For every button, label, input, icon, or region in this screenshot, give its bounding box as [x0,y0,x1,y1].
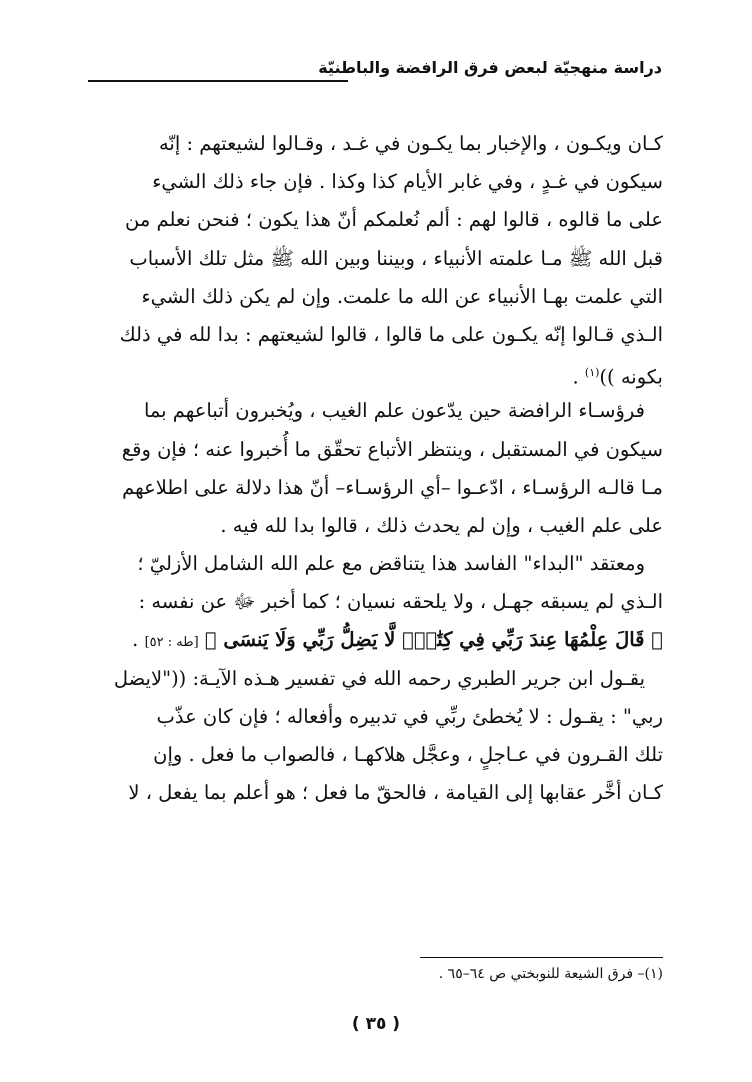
text-line: سيكون في غـدٍ ، وفي غابر الأيام كذا وكذا . فإن جاء ذلك الشيء [152,170,663,194]
verse-reference: [طه : ٥٢] [144,635,199,651]
text-line: الـذي قـالوا إنّه يكـون على ما قالوا ، قالوا لشيعتهم : بدا لله في ذلك [119,322,663,346]
main-text [88,125,663,812]
text-line: مـا قالـه الرؤسـاء ، ادّعـوا –أي الرؤسـاء– أنّ هذا دلالة على اطلاعهم [122,475,663,499]
page-number: ( ٣٥ ) [351,1014,401,1034]
line-text: بكونه )) [599,365,663,389]
text-line [88,354,663,392]
footnote-rule [420,957,663,958]
footnote: (١)– فرق الشيعة للنوبختي ص ٦٤–٦٥ . [438,966,663,982]
line-tail: . [572,365,585,389]
text-line: التي علمت بهـا الأنبياء عن الله ما علمت. وإن لم يكن ذلك الشيء [141,284,663,308]
verse-tail: . [132,628,145,652]
header-title: دراسة منهجيّة لبعض فرق الرافضة والباطنيّة [318,58,662,77]
text-line: الـذي لم يسبقه جهـل ، ولا يلحقه نسيان ؛ كما أخبر ﷻ عن نفسه : [138,590,663,614]
text-line: قبل الله ﷺ مـا علمته الأنبياء ، وبيننا وبين الله ﷺ مثل تلك الأسباب [129,246,663,270]
text-line: كـان ويكـون ، والإخبار بما يكـون في غـد ، وقـالوا لشيعتهم : إنّه [158,132,663,155]
text-line: ربي" : يقـول : لا يُخطئ ربِّي في تدبيره وأفعاله ؛ فإن كان عذّب [156,704,663,728]
footnote-marker: (١) [584,366,600,380]
text-line: ومعتقد "البداء" الفاسد هذا يتناقض مع علم الله الشامل الأزليّ ؛ [137,552,645,576]
quran-verse-line [88,621,663,659]
text-line: يقـول ابن جرير الطبري رحمه الله في تفسير هـذه الآيـة: (("لايضل [113,666,645,690]
text-line: تلك القـرون في عـاجلٍ ، وعجَّل هلاكهـا ، فالصواب ما فعل . وإن [153,743,663,766]
header-rule [88,80,348,82]
quran-verse: ﴿ قَالَ عِلْمُهَا عِندَ رَبِّي فِي كِتَٰبٍۖ لَّا يَضِلُّ رَبِّي وَلَا يَنسَى ﴾ [204,628,663,652]
running-header [88,58,662,88]
text-line: فرؤسـاء الرافضة حين يدّعون علم الغيب ، ويُخبرون أتباعهم بما [143,399,645,423]
text-line: على علم الغيب ، وإن لم يحدث ذلك ، قالوا بدا لله فيه . [220,513,663,537]
text-line: كـان أخَّر عقابها إلى القيامة ، فالحقّ ما فعل ؛ هو أعلم بما يفعل ، لا [128,781,663,805]
text-line: سيكون في المستقبل ، وينتظر الأتباع تحقّق ما أُخبروا عنه ؛ فإن وقع [121,437,663,461]
text-line: على ما قالوه ، قالوا لهم : ألم نُعلمكم أنّ هذا يكون ؛ فنحن نعلم من [125,208,663,232]
